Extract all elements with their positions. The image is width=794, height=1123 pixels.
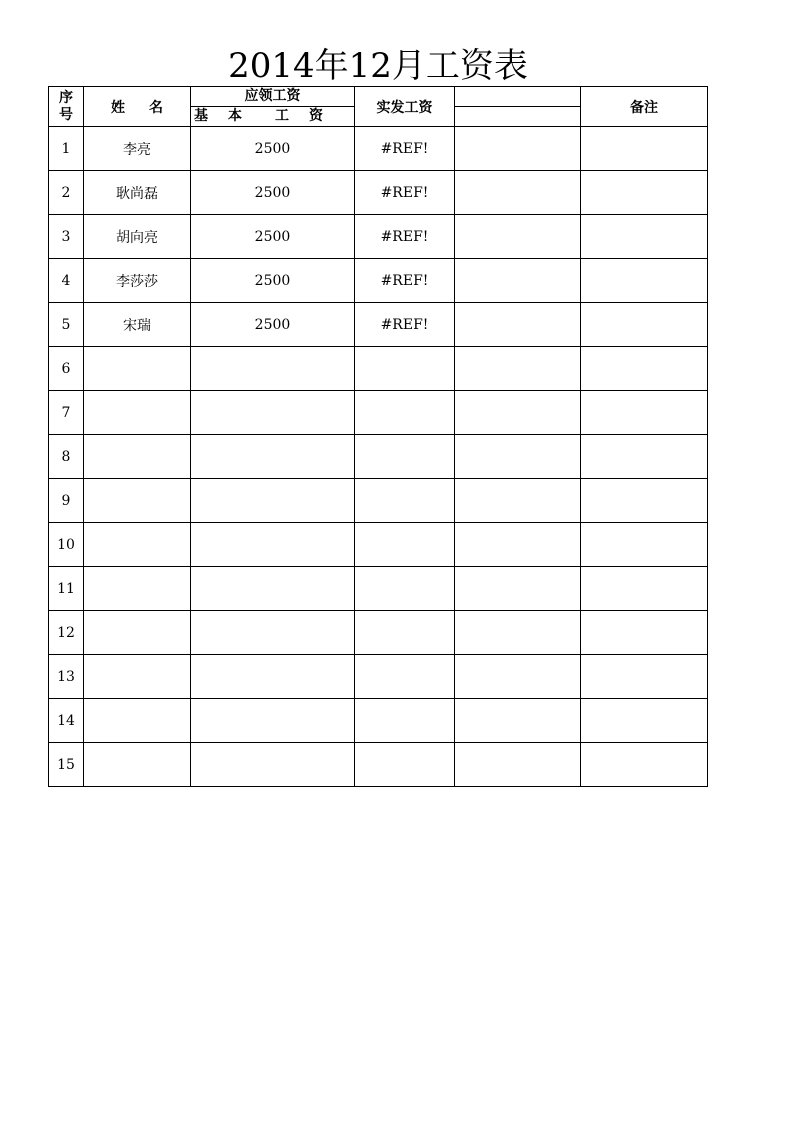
cell-actual-salary[interactable] [355,523,455,567]
cell-extra[interactable] [455,743,581,787]
cell-basic-salary[interactable] [191,523,355,567]
cell-extra[interactable] [455,523,581,567]
cell-name[interactable]: 李亮 [84,127,191,171]
header-seq-line2: 号 [59,106,73,123]
cell-seq[interactable]: 12 [49,611,84,655]
cell-name[interactable]: 李莎莎 [84,259,191,303]
cell-remark[interactable] [581,699,708,743]
cell-extra[interactable] [455,215,581,259]
header-basic-char3: 工 [275,108,289,124]
cell-actual-salary[interactable] [355,655,455,699]
table-row [49,259,708,303]
cell-seq[interactable]: 1 [49,127,84,171]
cell-basic-salary[interactable] [191,655,355,699]
header-basic-char2: 本 [228,108,242,124]
table-row [49,479,708,523]
cell-actual-salary[interactable] [355,479,455,523]
cell-extra[interactable] [455,699,581,743]
cell-basic-salary[interactable]: 2500 [191,259,355,303]
cell-remark[interactable] [581,655,708,699]
cell-name[interactable] [84,391,191,435]
cell-extra[interactable] [455,171,581,215]
cell-actual-salary[interactable] [355,611,455,655]
cell-name[interactable] [84,655,191,699]
cell-seq[interactable]: 11 [49,567,84,611]
cell-extra[interactable] [455,259,581,303]
cell-basic-salary[interactable] [191,743,355,787]
cell-remark[interactable] [581,523,708,567]
cell-remark[interactable] [581,215,708,259]
cell-actual-salary[interactable]: #REF! [355,259,455,303]
header-basic-char1: 基 [194,108,208,124]
cell-remark[interactable] [581,435,708,479]
cell-basic-salary[interactable] [191,479,355,523]
cell-extra[interactable] [455,435,581,479]
cell-remark[interactable] [581,567,708,611]
header-payable-group[interactable]: 应领工资 [191,87,355,107]
cell-remark[interactable] [581,171,708,215]
cell-name[interactable] [84,567,191,611]
cell-actual-salary[interactable] [355,699,455,743]
cell-actual-salary[interactable] [355,435,455,479]
cell-seq[interactable]: 6 [49,347,84,391]
header-name-char2: 名 [149,99,163,116]
cell-seq[interactable]: 5 [49,303,84,347]
cell-seq[interactable]: 8 [49,435,84,479]
cell-extra[interactable] [455,611,581,655]
cell-extra[interactable] [455,127,581,171]
cell-actual-salary[interactable]: #REF! [355,303,455,347]
cell-name[interactable] [84,435,191,479]
cell-basic-salary[interactable]: 2500 [191,171,355,215]
header-basic-char4: 资 [309,108,323,124]
header-name-char1: 姓 [111,99,125,116]
cell-actual-salary[interactable] [355,567,455,611]
cell-remark[interactable] [581,611,708,655]
cell-remark[interactable] [581,303,708,347]
cell-name[interactable]: 胡向亮 [84,215,191,259]
cell-seq[interactable]: 10 [49,523,84,567]
cell-seq[interactable]: 2 [49,171,84,215]
table-row [49,611,708,655]
table-row [49,699,708,743]
cell-basic-salary[interactable] [191,611,355,655]
cell-actual-salary[interactable] [355,347,455,391]
cell-extra[interactable] [455,347,581,391]
table-row [49,303,708,347]
header-blank-top[interactable] [455,87,581,107]
cell-remark[interactable] [581,259,708,303]
header-basic-chars [191,107,354,126]
header-blank-bottom[interactable] [455,107,581,127]
cell-basic-salary[interactable] [191,391,355,435]
cell-basic-salary[interactable]: 2500 [191,215,355,259]
header-row [49,87,708,107]
cell-seq[interactable]: 9 [49,479,84,523]
cell-name[interactable] [84,611,191,655]
cell-actual-salary[interactable]: #REF! [355,215,455,259]
table-row [49,127,708,171]
cell-actual-salary[interactable]: #REF! [355,127,455,171]
cell-name[interactable] [84,743,191,787]
table-row [49,655,708,699]
header-name[interactable] [84,87,191,127]
cell-extra[interactable] [455,567,581,611]
cell-name[interactable]: 耿尚磊 [84,171,191,215]
cell-basic-salary[interactable] [191,699,355,743]
cell-name[interactable] [84,699,191,743]
cell-extra[interactable] [455,391,581,435]
cell-remark[interactable] [581,479,708,523]
table-row [49,523,708,567]
cell-seq[interactable]: 15 [49,743,84,787]
table-body [49,87,708,787]
table-row [49,391,708,435]
table-row [49,347,708,391]
cell-basic-salary[interactable] [191,347,355,391]
header-seq[interactable] [49,87,84,127]
cell-seq[interactable]: 4 [49,259,84,303]
cell-seq[interactable]: 7 [49,391,84,435]
cell-actual-salary[interactable]: #REF! [355,171,455,215]
cell-remark[interactable] [581,347,708,391]
salary-table [48,86,708,787]
table-row [49,567,708,611]
cell-basic-salary[interactable]: 2500 [191,127,355,171]
table-row [49,215,708,259]
cell-name[interactable]: 宋瑞 [84,303,191,347]
cell-basic-salary[interactable] [191,567,355,611]
cell-seq[interactable]: 14 [49,699,84,743]
table-row [49,171,708,215]
cell-basic-salary[interactable]: 2500 [191,303,355,347]
table-row [49,743,708,787]
header-remark[interactable]: 备注 [581,87,708,127]
cell-name[interactable] [84,479,191,523]
cell-actual-salary[interactable] [355,391,455,435]
cell-actual-salary[interactable] [355,743,455,787]
page-title: 2014年12月工资表 [228,46,528,86]
table-row [49,435,708,479]
cell-name[interactable] [84,523,191,567]
cell-extra[interactable] [455,303,581,347]
cell-seq[interactable]: 13 [49,655,84,699]
cell-extra[interactable] [455,655,581,699]
cell-basic-salary[interactable] [191,435,355,479]
header-seq-line1: 序 [59,89,73,106]
cell-remark[interactable] [581,127,708,171]
header-basic[interactable] [191,107,355,127]
cell-extra[interactable] [455,479,581,523]
cell-seq[interactable]: 3 [49,215,84,259]
cell-remark[interactable] [581,743,708,787]
cell-name[interactable] [84,347,191,391]
header-actual[interactable]: 实发工资 [355,87,455,127]
cell-remark[interactable] [581,391,708,435]
